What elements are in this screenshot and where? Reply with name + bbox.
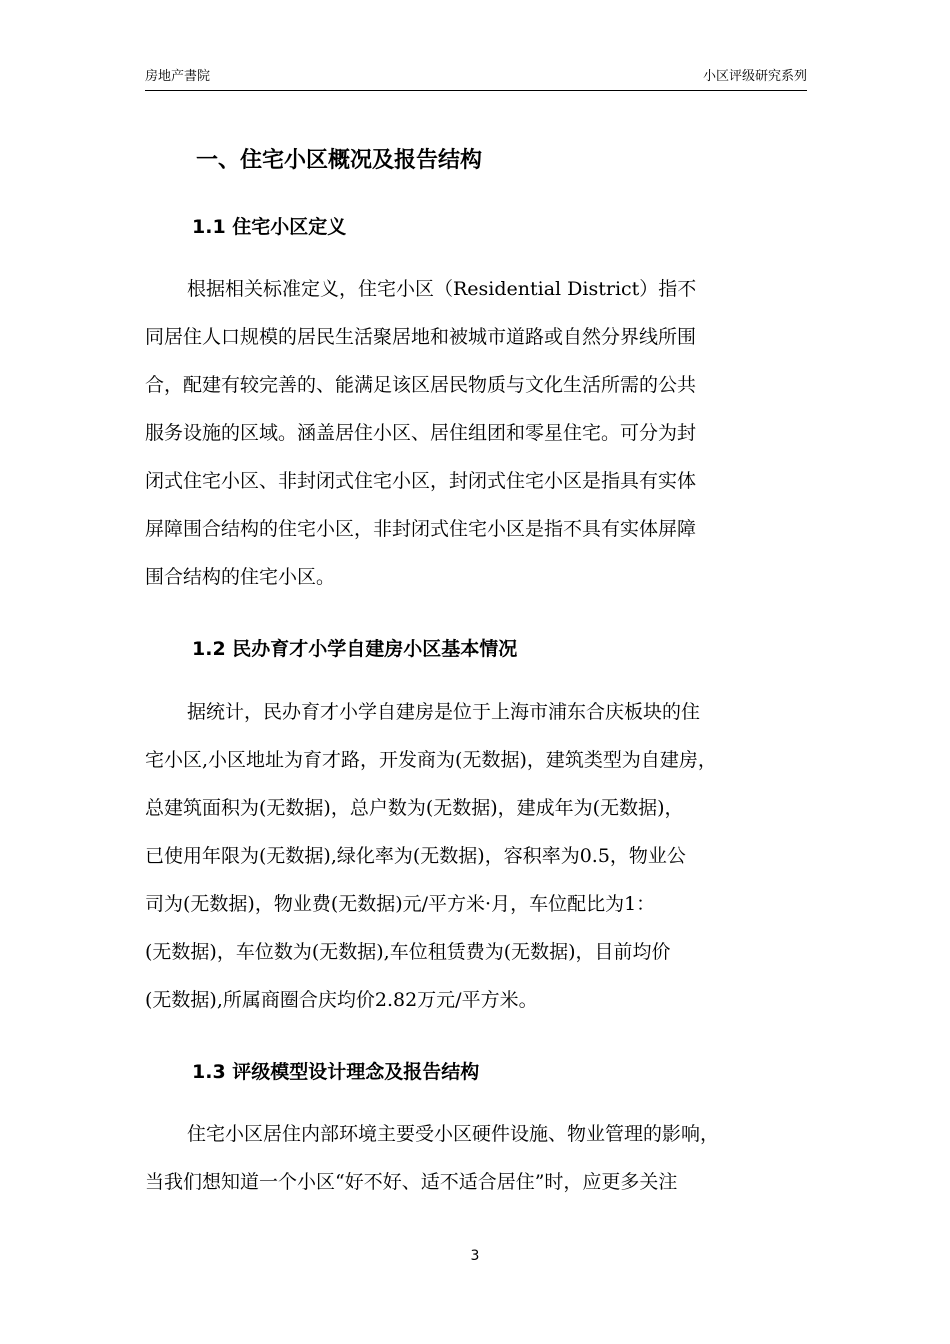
paragraph-line: 屏障围合结构的住宅小区，非封闭式住宅小区是指不具有实体屏障 [145, 518, 697, 540]
paragraph-line: 围合结构的住宅小区。 [145, 566, 336, 588]
paragraph-line: 宅小区,小区地址为育才路，开发商为(无数据)，建筑类型为自建房， [145, 749, 717, 771]
paragraph-line: 服务设施的区域。涵盖居住小区、居住组团和零星住宅。可分为封 [145, 422, 697, 444]
paragraph-line: 合，配建有较完善的、能满足该区居民物质与文化生活所需的公共 [145, 374, 697, 396]
paragraph-line: 已使用年限为(无数据),绿化率为(无数据)，容积率为0.5，物业公 [145, 845, 686, 867]
header-brand: 房地产書院 [145, 69, 211, 84]
paragraph-line: 司为(无数据)，物业费(无数据)元/平方米·月，车位配比为1： [145, 893, 656, 915]
heading-1-1: 1.1 住宅小区定义 [192, 216, 347, 238]
paragraph-line: 住宅小区居住内部环境主要受小区硬件设施、物业管理的影响， [187, 1123, 720, 1145]
paragraph-line: 同居住人口规模的居民生活聚居地和被城市道路或自然分界线所围 [145, 326, 697, 348]
paragraph-line: (无数据)，车位数为(无数据),车位租赁费为(无数据)，目前均价 [145, 941, 671, 963]
paragraph-line: 闭式住宅小区、非封闭式住宅小区，封闭式住宅小区是指具有实体 [145, 470, 697, 492]
paragraph-line: 据统计，民办育才小学自建房是位于上海市浦东合庆板块的住 [187, 701, 701, 723]
paragraph-line: 根据相关标准定义，住宅小区（Residential District）指不 [187, 278, 697, 300]
paragraph-line: 当我们想知道一个小区“好不好、适不适合居住”时，应更多关注 [145, 1171, 678, 1193]
header-series-title: 小区评级研究系列 [702, 69, 807, 84]
paragraph-1-3 [145, 1110, 815, 1206]
heading-1-3: 1.3 评级模型设计理念及报告结构 [192, 1061, 480, 1083]
page-number: 3 [470, 1248, 480, 1264]
paragraph-line: (无数据),所属商圈合庆均价2.82万元/平方米。 [145, 989, 538, 1011]
page-header [145, 66, 807, 91]
paragraph-1-2 [145, 688, 815, 1024]
paragraph-1-1 [145, 265, 815, 601]
section-title: 一、住宅小区概况及报告结构 [196, 148, 483, 173]
paragraph-line: 总建筑面积为(无数据)，总户数为(无数据)，建成年为(无数据)， [145, 797, 684, 819]
heading-1-2: 1.2 民办育才小学自建房小区基本情况 [192, 638, 518, 660]
